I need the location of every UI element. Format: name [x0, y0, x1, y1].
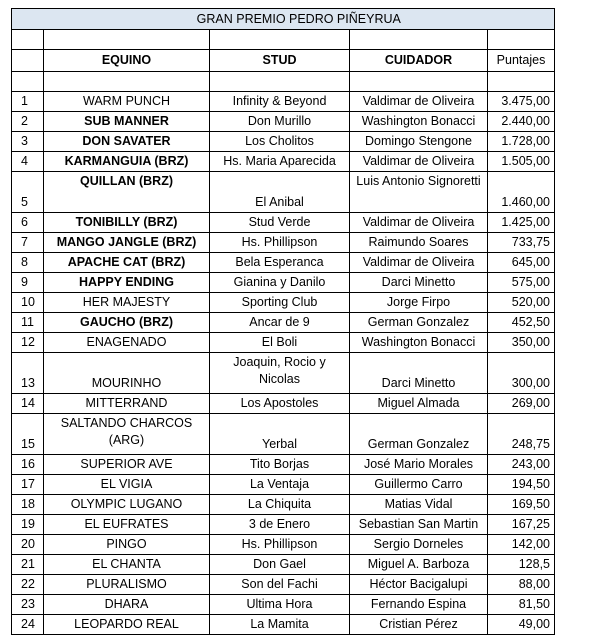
equino-cell: DHARA — [44, 595, 210, 615]
row-number: 7 — [12, 233, 44, 253]
puntajes-cell: 142,00 — [488, 535, 555, 555]
cuidador-cell: Darci Minetto — [350, 353, 488, 394]
cuidador-cell: Miguel Almada — [350, 394, 488, 414]
stud-cell: Los Cholitos — [210, 132, 350, 152]
row-number: 2 — [12, 112, 44, 132]
title-spacer — [12, 9, 44, 30]
stud-cell: Hs. Phillipson — [210, 233, 350, 253]
table-row — [12, 353, 555, 394]
equino-cell: EL EUFRATES — [44, 515, 210, 535]
table-row — [12, 313, 555, 333]
row-number: 16 — [12, 455, 44, 475]
stud-cell: Sporting Club — [210, 293, 350, 313]
cuidador-cell: Valdimar de Oliveira — [350, 213, 488, 233]
blank-cell — [488, 30, 555, 50]
table-title: GRAN PREMIO PEDRO PIÑEYRUA — [44, 9, 555, 30]
equino-cell: SALTANDO CHARCOS (ARG) — [44, 414, 210, 455]
cuidador-cell: Washington Bonacci — [350, 112, 488, 132]
table-row — [12, 273, 555, 293]
row-number: 8 — [12, 253, 44, 273]
equino-cell: SUB MANNER — [44, 112, 210, 132]
stud-cell: Stud Verde — [210, 213, 350, 233]
cuidador-cell: Luis Antonio Signoretti — [350, 172, 488, 213]
table-row — [12, 515, 555, 535]
stud-cell: Don Murillo — [210, 112, 350, 132]
cuidador-cell: Darci Minetto — [350, 273, 488, 293]
row-number: 9 — [12, 273, 44, 293]
row-number: 23 — [12, 595, 44, 615]
cuidador-cell: Domingo Stengone — [350, 132, 488, 152]
stud-cell: Don Gael — [210, 555, 350, 575]
blank-cell — [44, 72, 210, 92]
stud-cell: La Chiquita — [210, 495, 350, 515]
blank-cell — [350, 72, 488, 92]
cuidador-cell: Valdimar de Oliveira — [350, 92, 488, 112]
puntajes-cell: 1.460,00 — [488, 172, 555, 213]
table-row — [12, 475, 555, 495]
puntajes-cell: 49,00 — [488, 615, 555, 635]
row-number: 1 — [12, 92, 44, 112]
table-row — [12, 535, 555, 555]
puntajes-cell: 733,75 — [488, 233, 555, 253]
row-number: 11 — [12, 313, 44, 333]
header-equino: EQUINO — [44, 50, 210, 72]
stud-cell: Yerbal — [210, 414, 350, 455]
table-row — [12, 575, 555, 595]
stud-cell: Infinity & Beyond — [210, 92, 350, 112]
row-number: 24 — [12, 615, 44, 635]
header-number — [12, 50, 44, 72]
stud-cell: El Anibal — [210, 172, 350, 213]
cuidador-cell: Fernando Espina — [350, 595, 488, 615]
row-number: 5 — [12, 172, 44, 213]
equino-cell: EL CHANTA — [44, 555, 210, 575]
cuidador-cell: Washington Bonacci — [350, 333, 488, 353]
cuidador-cell: Matias Vidal — [350, 495, 488, 515]
row-number: 18 — [12, 495, 44, 515]
puntajes-cell: 1.505,00 — [488, 152, 555, 172]
table-row — [12, 213, 555, 233]
cuidador-cell: Sergio Dorneles — [350, 535, 488, 555]
row-number: 6 — [12, 213, 44, 233]
equino-cell: LEOPARDO REAL — [44, 615, 210, 635]
equino-cell: KARMANGUIA (BRZ) — [44, 152, 210, 172]
blank-row — [12, 30, 555, 50]
cuidador-cell: German Gonzalez — [350, 313, 488, 333]
stud-cell: Hs. Maria Aparecida — [210, 152, 350, 172]
row-number: 13 — [12, 353, 44, 394]
puntajes-cell: 1.728,00 — [488, 132, 555, 152]
table-row — [12, 132, 555, 152]
puntajes-cell: 452,50 — [488, 313, 555, 333]
table-row — [12, 112, 555, 132]
table-row — [12, 394, 555, 414]
table-row — [12, 92, 555, 112]
table-row — [12, 253, 555, 273]
stud-cell: Son del Fachi — [210, 575, 350, 595]
table-row — [12, 555, 555, 575]
puntajes-cell: 300,00 — [488, 353, 555, 394]
blank-cell — [12, 72, 44, 92]
cuidador-cell: Raimundo Soares — [350, 233, 488, 253]
equino-cell: SUPERIOR AVE — [44, 455, 210, 475]
stud-cell: La Mamita — [210, 615, 350, 635]
title-row — [12, 9, 555, 30]
cuidador-cell: Valdimar de Oliveira — [350, 152, 488, 172]
cuidador-cell: Sebastian San Martin — [350, 515, 488, 535]
puntajes-cell: 350,00 — [488, 333, 555, 353]
puntajes-cell: 81,50 — [488, 595, 555, 615]
stud-cell: Ultima Hora — [210, 595, 350, 615]
header-stud: STUD — [210, 50, 350, 72]
puntajes-cell: 1.425,00 — [488, 213, 555, 233]
row-number: 15 — [12, 414, 44, 455]
puntajes-cell: 269,00 — [488, 394, 555, 414]
table-row — [12, 233, 555, 253]
stud-cell: Los Apostoles — [210, 394, 350, 414]
table-row — [12, 293, 555, 313]
cuidador-cell: Jorge Firpo — [350, 293, 488, 313]
row-number: 3 — [12, 132, 44, 152]
blank-cell — [44, 30, 210, 50]
equino-cell: ENAGENADO — [44, 333, 210, 353]
cuidador-cell: Guillermo Carro — [350, 475, 488, 495]
row-number: 10 — [12, 293, 44, 313]
blank-cell — [488, 72, 555, 92]
table-row — [12, 172, 555, 213]
blank-row — [12, 72, 555, 92]
equino-cell: HER MAJESTY — [44, 293, 210, 313]
puntajes-cell: 243,00 — [488, 455, 555, 475]
blank-cell — [12, 30, 44, 50]
stud-cell: 3 de Enero — [210, 515, 350, 535]
stud-cell: Tito Borjas — [210, 455, 350, 475]
stud-cell: Gianina y Danilo — [210, 273, 350, 293]
cuidador-cell: Miguel A. Barboza — [350, 555, 488, 575]
puntajes-cell: 169,50 — [488, 495, 555, 515]
cuidador-cell: German Gonzalez — [350, 414, 488, 455]
puntajes-cell: 167,25 — [488, 515, 555, 535]
row-number: 14 — [12, 394, 44, 414]
row-number: 17 — [12, 475, 44, 495]
equino-cell: HAPPY ENDING — [44, 273, 210, 293]
header-cuidador: CUIDADOR — [350, 50, 488, 72]
table-row — [12, 414, 555, 455]
puntajes-cell: 2.440,00 — [488, 112, 555, 132]
table-row — [12, 333, 555, 353]
stud-cell: Hs. Phillipson — [210, 535, 350, 555]
stud-cell: Joaquin, Rocio y Nicolas — [210, 353, 350, 394]
equino-cell: EL VIGIA — [44, 475, 210, 495]
puntajes-cell: 128,5 — [488, 555, 555, 575]
cuidador-cell: Héctor Bacigalupi — [350, 575, 488, 595]
equino-cell: APACHE CAT (BRZ) — [44, 253, 210, 273]
stud-cell: Ancar de 9 — [210, 313, 350, 333]
row-number: 12 — [12, 333, 44, 353]
stud-cell: Bela Esperanca — [210, 253, 350, 273]
table-row — [12, 595, 555, 615]
puntajes-cell: 3.475,00 — [488, 92, 555, 112]
equino-cell: PINGO — [44, 535, 210, 555]
puntajes-cell: 645,00 — [488, 253, 555, 273]
equino-cell: MOURINHO — [44, 353, 210, 394]
puntajes-cell: 575,00 — [488, 273, 555, 293]
header-row — [12, 50, 555, 72]
cuidador-cell: Valdimar de Oliveira — [350, 253, 488, 273]
cuidador-cell: Cristian Pérez — [350, 615, 488, 635]
puntajes-cell: 194,50 — [488, 475, 555, 495]
equino-cell: QUILLAN (BRZ) — [44, 172, 210, 213]
equino-cell: MANGO JANGLE (BRZ) — [44, 233, 210, 253]
equino-cell: WARM PUNCH — [44, 92, 210, 112]
puntajes-cell: 520,00 — [488, 293, 555, 313]
equino-cell: DON SAVATER — [44, 132, 210, 152]
header-puntajes: Puntajes — [488, 50, 555, 72]
row-number: 19 — [12, 515, 44, 535]
equino-cell: PLURALISMO — [44, 575, 210, 595]
row-number: 4 — [12, 152, 44, 172]
table-row — [12, 152, 555, 172]
stud-cell: La Ventaja — [210, 475, 350, 495]
equino-cell: GAUCHO (BRZ) — [44, 313, 210, 333]
row-number: 21 — [12, 555, 44, 575]
table-row — [12, 455, 555, 475]
results-table — [11, 8, 555, 635]
stud-cell: El Boli — [210, 333, 350, 353]
row-number: 22 — [12, 575, 44, 595]
results-table-body — [12, 9, 555, 635]
equino-cell: MITTERRAND — [44, 394, 210, 414]
blank-cell — [210, 30, 350, 50]
blank-cell — [350, 30, 488, 50]
row-number: 20 — [12, 535, 44, 555]
puntajes-cell: 88,00 — [488, 575, 555, 595]
blank-cell — [210, 72, 350, 92]
puntajes-cell: 248,75 — [488, 414, 555, 455]
cuidador-cell: José Mario Morales — [350, 455, 488, 475]
equino-cell: OLYMPIC LUGANO — [44, 495, 210, 515]
equino-cell: TONIBILLY (BRZ) — [44, 213, 210, 233]
table-row — [12, 495, 555, 515]
